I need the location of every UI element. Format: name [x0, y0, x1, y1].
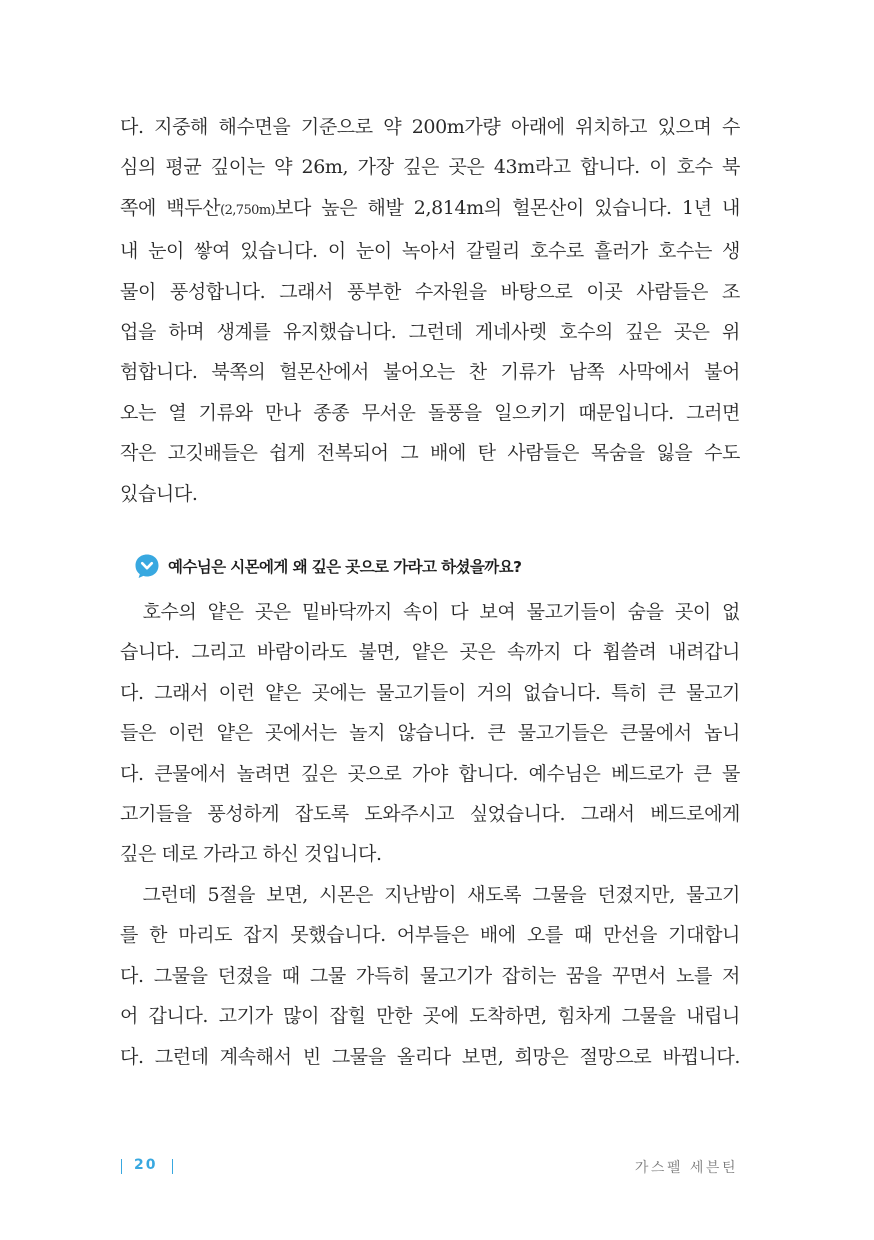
question-text: 예수님은 시몬에게 왜 깊은 곳으로 가라고 하셨을까요?	[168, 558, 522, 576]
text-line	[120, 188, 740, 231]
paragraph-3	[120, 875, 740, 1077]
text-line: 깊은 데로 가라고 하신 것입니다.	[120, 843, 382, 866]
text-line: 호수의 얕은 곳은 밑바닥까지 속이 다 보여 물고기들이 숨을 곳이 없	[120, 601, 740, 623]
question-heading	[134, 553, 521, 579]
text-line: 심의 평균 깊이는 약 26m, 가장 깊은 곳은 43m라고 합니다. 이 호수 북	[120, 156, 740, 179]
book-title: 가스펠 세븐틴	[634, 1160, 738, 1176]
text-line: 고기들을 풍성하게 잡도록 도와주시고 싶었습니다. 그래서 베드로에게	[120, 803, 740, 826]
text-line: 다. 큰물에서 놀려면 깊은 곳으로 가야 합니다. 예수님은 베드로가 큰 물	[120, 762, 740, 785]
paragraph-1	[120, 107, 740, 514]
text-segment: 보다 높은 해발 2,814m의 헐몬산이 있습니다. 1년 내	[275, 196, 740, 219]
text-line: 어 갑니다. 고기가 많이 잡힐 만한 곳에 도착하면, 힘차게 그물을 내립니	[120, 1005, 740, 1028]
text-line: 를 한 마리도 잡지 못했습니다. 어부들은 배에 오를 때 만선을 기대합니	[120, 924, 740, 947]
text-line: 험합니다. 북쪽의 헐몬산에서 불어오는 찬 기류가 남쪽 사막에서 불어	[120, 361, 740, 384]
footer-divider	[121, 1159, 122, 1174]
text-line: 작은 고깃배들은 쉽게 전복되어 그 배에 탄 사람들은 목숨을 잃을 수도	[120, 442, 740, 465]
text-line: 다. 지중해 해수면을 기준으로 약 200m가량 아래에 위치하고 있으며 수	[120, 116, 740, 138]
text-line: 있습니다.	[120, 482, 198, 505]
page-number: 20	[134, 1157, 158, 1173]
text-line: 습니다. 그리고 바람이라도 불면, 얕은 곳은 속까지 다 휩쓸려 내려갑니	[120, 641, 740, 664]
paragraph-2	[120, 592, 740, 875]
elevation-note: (2,750m)	[220, 202, 276, 218]
text-line: 오는 열 기류와 만나 종종 무서운 돌풍을 일으키기 때문입니다. 그러면	[120, 401, 740, 424]
text-line: 들은 이런 얕은 곳에서는 놀지 않습니다. 큰 물고기들은 큰물에서 놉니	[120, 722, 740, 745]
text-line: 업을 하며 생계를 유지했습니다. 그런데 게네사렛 호수의 깊은 곳은 위	[120, 321, 740, 344]
speech-bubble-icon	[134, 553, 160, 579]
text-line: 다. 그물을 던졌을 때 그물 가득히 물고기가 잡히는 꿈을 꾸면서 노를 저	[120, 964, 740, 987]
page-footer	[0, 1157, 874, 1177]
text-line: 물이 풍성합니다. 그래서 풍부한 수자원을 바탕으로 이곳 사람들은 조	[120, 280, 740, 303]
text-segment: 쪽에 백두산	[120, 196, 221, 219]
text-line: 다. 그래서 이런 얕은 곳에는 물고기들이 거의 없습니다. 특히 큰 물고기	[120, 681, 740, 704]
text-line: 내 눈이 쌓여 있습니다. 이 눈이 녹아서 갈릴리 호수로 흘러가 호수는 생	[120, 240, 740, 263]
text-line: 그런데 5절을 보면, 시몬은 지난밤이 새도록 그물을 던졌지만, 물고기	[120, 884, 740, 906]
text-line: 다. 그런데 계속해서 빈 그물을 올리다 보면, 희망은 절망으로 바뀝니다.	[120, 1045, 740, 1068]
footer-divider	[172, 1159, 173, 1174]
